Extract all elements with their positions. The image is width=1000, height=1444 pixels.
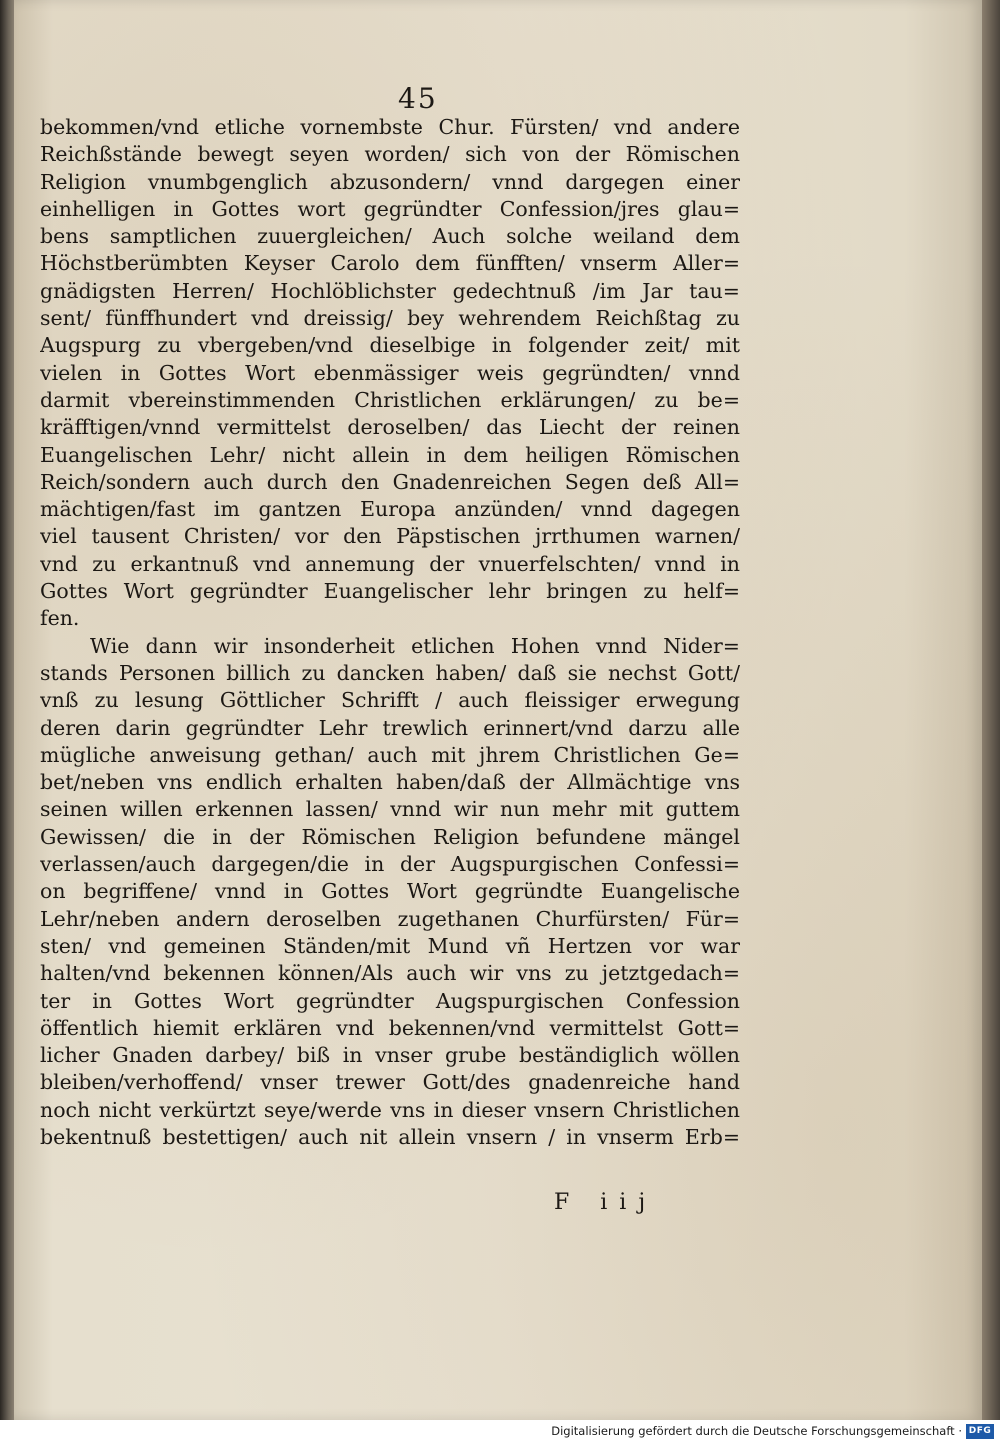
text-line: Lehr/neben andern deroselben zugethanen Churfürsten/ Für= (40, 906, 740, 931)
text-line: ter in Gottes Wort gegründter Augspurgischen Confession (40, 988, 740, 1013)
text-line: seinen willen erkennen lassen/ vnnd wir nun mehr mit guttem (40, 797, 740, 822)
text-line: kräfftigen/vnnd vermittelst deroselben/ das Liecht der reinen (40, 415, 740, 440)
text-line: halten/vnd bekennen können/Als auch wir vns zu jetztgedach= (40, 961, 740, 986)
page-right-edge (982, 0, 1000, 1420)
book-page (14, 0, 982, 1420)
text-line: noch nicht verkürtzt seye/werde vns in dieser vnsern Christlichen (40, 1097, 740, 1122)
footer-bar (0, 1420, 1000, 1444)
text-line: verlassen/auch dargegen/die in der Augspurgischen Confessi= (40, 852, 740, 877)
signature-mark: F iij (554, 1190, 658, 1215)
text-line: on begriffene/ vnnd in Gottes Wort gegründte Euangelische (40, 879, 740, 904)
text-line: bens samptlichen zuuergleichen/ Auch solche weiland dem (40, 224, 740, 249)
text-line: mügliche anweisung gethan/ auch mit jhrem Christlichen Ge= (40, 742, 740, 767)
text-line: bekommen/vnd etliche vornembste Chur. Fürsten/ vnd andere (40, 115, 740, 139)
text-line: bleiben/verhoffend/ vnser trewer Gott/des gnadenreiche hand (40, 1070, 740, 1095)
page-left-edge (0, 0, 14, 1420)
text-line: Gottes Wort gegründter Euangelischer lehr bringen zu helf= (40, 579, 740, 604)
text-line: gnädigsten Herren/ Hochlöblichster gedechtnuß /im Jar tau= (40, 278, 740, 303)
funding-notice: Digitalisierung gefördert durch die Deutsche Forschungsgemeinschaft · (551, 1424, 962, 1438)
text-line: licher Gnaden darbey/ biß in vnser grube beständiglich wöllen (40, 1043, 740, 1068)
text-line: vielen in Gottes Wort ebenmässiger weis gegründten/ vnnd (40, 360, 740, 385)
text-line: sten/ vnd gemeinen Ständen/mit Mund vñ Hertzen vor war (40, 933, 740, 958)
text-line: Höchstberümbten Keyser Carolo dem fünfften/ vnserm Aller= (40, 251, 740, 276)
text-line: stands Personen billich zu dancken haben/ daß sie nechst Gott/ (40, 660, 740, 685)
text-line: deren darin gegründter Lehr trewlich erinnert/vnd darzu alle (40, 715, 740, 740)
text-line: öffentlich hiemit erklären vnd bekennen/vnd vermittelst Gott= (40, 1015, 740, 1040)
text-line: bekentnuß bestettigen/ auch nit allein vnsern / in vnserm Erb= (40, 1124, 740, 1149)
text-line: vnß zu lesung Göttlicher Schrifft / auch fleissiger erwegung (40, 688, 740, 713)
text-line: sent/ fünffhundert vnd dreissig/ bey wehrendem Reichßtag zu (40, 306, 740, 331)
text-line: Euangelischen Lehr/ nicht allein in dem heiligen Römischen (40, 442, 740, 467)
body-text (40, 114, 740, 1151)
text-line: viel tausent Christen/ vor den Päpstischen jrrthumen warnen/ (40, 524, 740, 549)
text-line: einhelligen in Gottes wort gegründter Confession/jres glau= (40, 196, 740, 221)
text-line: Gewissen/ die in der Römischen Religion befundene mängel (40, 824, 740, 849)
text-line: Reichßstände bewegt seyen worden/ sich von der Römischen (40, 142, 740, 167)
dfg-logo: DFG (966, 1424, 994, 1439)
text-line: Wie dann wir insonderheit etlichen Hohen vnnd Nider= (90, 633, 740, 658)
text-line: Religion vnumbgenglich abzusondern/ vnnd dargegen einer (40, 169, 740, 194)
text-line: Augspurg zu vbergeben/vnd dieselbige in folgender zeit/ mit (40, 333, 740, 358)
text-line: Reich/sondern auch durch den Gnadenreichen Segen deß All= (40, 469, 740, 494)
text-line: mächtigen/fast im gantzen Europa anzünden/ vnnd dagegen (40, 497, 740, 522)
page-number: 45 (398, 82, 438, 115)
text-line: darmit vbereinstimmenden Christlichen erklärungen/ zu be= (40, 387, 740, 412)
text-line: fen. (40, 606, 80, 631)
text-line: vnd zu erkantnuß vnd annemung der vnuerfelschten/ vnnd in (40, 551, 740, 576)
text-line: bet/neben vns endlich erhalten haben/daß der Allmächtige vns (40, 770, 740, 795)
